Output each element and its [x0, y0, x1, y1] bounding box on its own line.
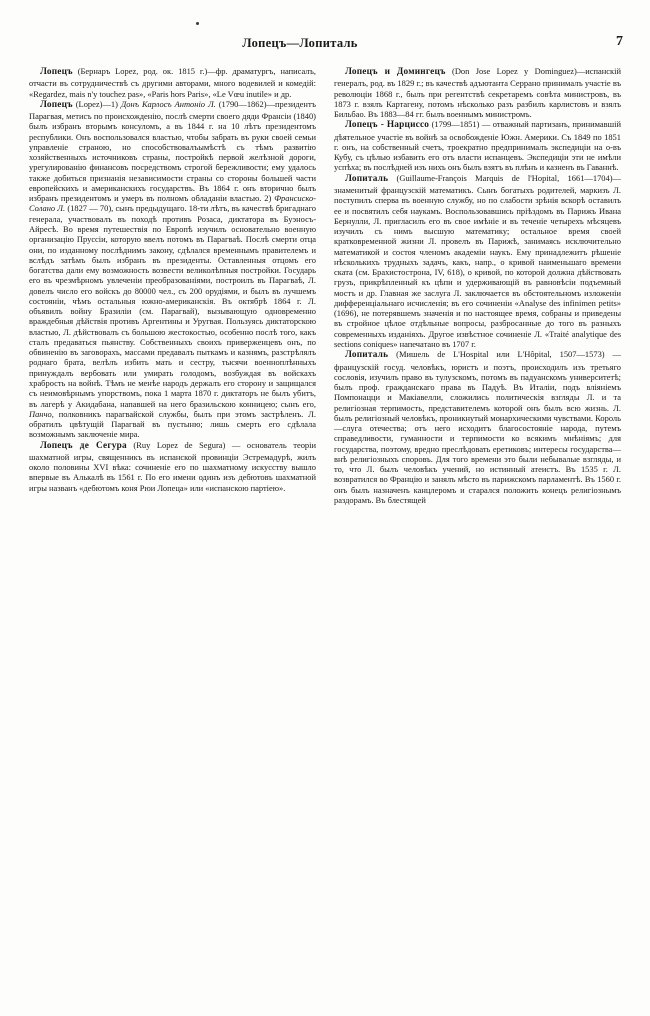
entry-body: (Ruy Lopez de Segura) — основатель теоріи шахматной игры, священникъ въ испанской провинціи Эстремадурѣ, жилъ около половины XVI вѣка: сочиненіе его по шахматному искусству вышло впервые въ Алькалѣ въ 1561 г. По его имени одинъ изъ дебютовъ шахматной игры названъ «дебютомъ коня Рюи Лопеца» или «испанскою партіею». [29, 439, 316, 493]
two-column-body [29, 66, 621, 996]
entry-headword: Лопецъ - Нарциссо [345, 120, 430, 131]
entry-body: (Don Jose Lopez y Dominguez)—испанскій генералъ, род. въ 1829 г.; въ качествѣ адъютанта Серрано принималъ участіе въ революціи 1868 г., былъ при регентствѣ секретаремъ совѣта министровъ, въ 1873 г. взялъ Картагену, потомъ нѣсколько разъ разбилъ карлистовъ и взялъ Бильбао. Въ 1883—84 гг. былъ военнымъ министромъ. [334, 66, 621, 120]
entry [29, 99, 316, 440]
right-column [334, 66, 621, 996]
entry [29, 66, 316, 99]
entry [334, 66, 621, 119]
entry-headword: Лопецъ [40, 67, 73, 77]
running-head: Лопецъ—Лопиталь [242, 36, 358, 50]
entry [29, 440, 316, 493]
entry-headword: Лопецъ и Домингецъ [345, 67, 446, 77]
entry [334, 349, 621, 505]
entry-body: (Бернаръ Lopez, род. ок. 1815 г.)—фр. драматургъ, написалъ, отчасти въ сотрудничествѣ съ другими авторами, много водевилей и комедій: «Regardez, mais n'y touchez pas», «Paris hors Paris», «Le Vœu inutile» и др. [29, 66, 316, 99]
entry-body: (1799—1851) — отважный партизанъ, принимавшій дѣятельное участіе въ войнѣ за освобожденіе Южн. Америки. Съ 1849 по 1851 г. онъ, на собственный счетъ, троекратно предпринималъ экспедиціи на о-въ Кубу, съ цѣлью избавить его отъ власти испанцевъ. Экспедиціи эти не имѣли успѣха; въ послѣдней изъ нихъ онъ былъ взятъ въ плѣнъ и казненъ въ Гаваннѣ. [334, 119, 621, 173]
entry-headword: Лопиталь [345, 173, 389, 184]
entry [334, 119, 621, 172]
entry-body: (Lopez)—1) Донъ Карлосъ Антоніо Л. (1790—1862)—президентъ Парагвая, метисъ по происхожденію, послѣ смерти своего дяди Франсіи (1840) былъ избранъ вторымъ консуломъ, а въ 1844 г. на 10 лѣтъ президентомъ республики. Онъ воспользовался властью, чтобы забрать въ руки своей семьи управленіе страною, но способствовалъымѣстѣ съ тѣмъ развитію хозяйственныхъ источниковъ страны, постройкѣ первой желѣзной дороги, урегулированію финансовъ посредствомъ строгой бережливости; ему удалось также добиться признанія независимости страны со стороны большей части европейскихъ и американскихъ государствъ. Въ 1864 г. онъ вторично былъ избранъ президентомъ и умеръ въ полномъ обладаніи властью. 2) Франсиско-Солано Л. (1827 — 70), сынъ предыдущаго. 18-ти лѣтъ, въ качествѣ бригаднаго генерала, участвовалъ въ походѣ противъ Розаса, диктатора въ Буэносъ-Айресѣ. Во время путешествія по Европѣ изучилъ основательно военную организацію Пруссіи, которую ввелъ потомъ въ Парагваѣ. Послѣ смерти отца они, по изданному послѣднимъ закону, сдѣлался временнымъ правителемъ и вслѣдъ затѣмъ былъ избранъ въ президенты. Оставленныя отцомъ его богатства дали ему возможность возвести великолѣпныя постройки. Государь его въ чрезмѣрномъ увлеченіи преобразованіями, построилъ въ Парагваѣ, Л. довелъ число его войскъ до 80000 чел., съ 200 орудіями, и былъ въ лучшемъ состояніи, чѣмъ остальныя южно-американскія. Въ октябрѣ 1864 г. Л. объявилъ войну Бразиліи (см. Парагвай), вызывающую одновременно враждебныя дѣйствія противъ Аргентины и Уругвая. Пользуясь диктаторскою властью, Л. дѣйствовалъ съ большою жестокостью, особенно послѣ того, какъ сталъ предаваться пьянству. Собственныхъ своихъ приверженцевъ онъ, по обвиненію въ заговорахъ, массами предавалъ пыткамъ и казнямъ, разстрѣлялъ роднаго брата, велѣлъ избить мать и сестру, тысячи военноплѣнныхъ принуждалъ вербовать или умирать голодомъ, возбуждая въ войскахъ храбрость на войнѣ. Тѣмъ не менѣе народъ держалъ его сторону и защищался съ неимовѣрнымъ упорствомъ, пока 1 марта 1870 г. диктаторъ не былъ убитъ, въ лагерѣ у Акидабана, напавшей на него бразильскою конницею; сынъ его, Панчо, полковникъ парагвайской службы, былъ при этомъ застрѣленъ. Л. обратилъ цвѣтущій Парагвай въ пустыню; лишь смерть его сдѣлала возможнымъ заключеніе мира. [29, 98, 316, 440]
entry-headword: Лопецъ [40, 99, 73, 110]
entry-headword: Лопиталь [345, 350, 389, 361]
entry-headword: Лопецъ де Сегура [40, 440, 127, 451]
left-column [29, 66, 316, 996]
entry-body: (Guillaume-François Marquis de l'Hopital, 1661—1704)—знаменитый французскій математикъ. Сынъ богатыхъ родителей, маркизъ Л. поступилъ сперва въ военную службу, но по слабости зрѣнія вскорѣ оставилъ ее и посвятилъ себя наукамъ. Воспользовавшись пріѣздомъ въ Парижъ Ивана Бернулли, Л. пригласилъ его въ свое имѣніе и въ теченіе четырехъ мѣсяцевъ изучилъ съ нимъ высшую математику; остальное время своей кратковременной жизни Л. провелъ въ Парижѣ, занимаясь исключительно математикой и состоя членомъ академіи наукъ. Ему принадлежитъ рѣшеніе нѣсколькихъ трудныхъ задачъ, какъ, напр., о кривой наименьшаго времени ската (см. Брахистострона, IV, 618), о кривой, по которой должна дѣйствовать грузъ, прикрѣпленный къ цѣпи и удерживающій въ равновѣсіи подъемный мостъ и др. Главная же заслуга Л. заключается въ обстоятельномъ изложеніи дифференціальнаго исчисленія; въ его сочиненіи «Analyse des infinimen petits» (1696), не потерявшемъ значенія и по настоящее время, собраны и приведены въ стройное цѣлое отдѣльные вопросы, разбросанные до того въ разныхъ современныхъ изданіяхъ. Другое извѣстное сочиненіе Л. «Traité analytique des sections coniques» напечатано въ 1707 г. [334, 172, 621, 349]
page-artifact-dot [196, 22, 199, 25]
page-number: 7 [616, 34, 623, 49]
entry-body: (Мишель de L'Hospital или L'Hôpital, 1507—1573) — французскій госуд. человѣкъ, юристъ и поэтъ, происходилъ изъ третьяго сословія, изучилъ право въ тулузскомъ, потомъ въ падуанскомъ университетѣ; былъ проф. гражданскаго права въ Падуѣ. Въ Италіи, подъ вліяніемъ Помпонацци и Макіавелли, сложились политическія взгляды Л. и та религіозная терпимость, представителемъ которой онъ былъ всю жизнь. Л. былъ религіозный человѣкъ, проникнутый монархическими чувствами. Король—слуга отечества; отъ него исходитъ благосостояніе народа, путемъ справедливости, гуманности и терпимости ко всякимъ мнѣніямъ; для государства, поэтому, вредно преслѣдовать еретиковъ; интересы государства—внѣ религіозныхъ споровъ. Для того времени это были небывалые взгляды, и то, что Л. былъ человѣкъ учений, но истинный атеистъ. Въ 1535 г. Л. возвратился во Францію и занялъ мѣсто въ парижскомъ парламентѣ. Въ 1560 г. онъ былъ назначенъ канцлеромъ и старался положить конецъ религіознымъ раздорамъ. Въ блестящей [334, 349, 621, 505]
page-header [0, 36, 650, 58]
entry [334, 173, 621, 350]
